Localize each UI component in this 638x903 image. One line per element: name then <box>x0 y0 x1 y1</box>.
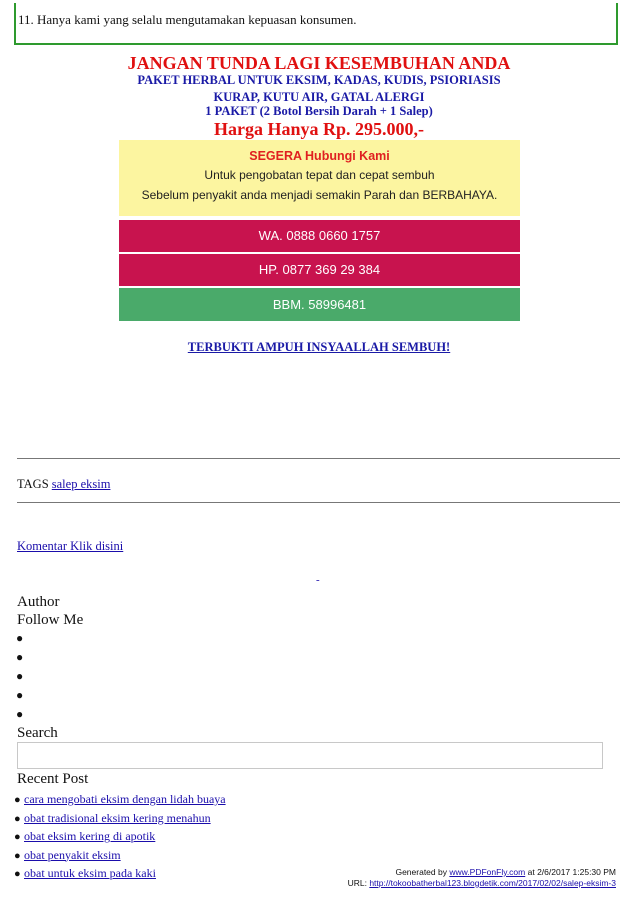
recent-post-link[interactable]: obat eksim kering di apotik <box>24 829 156 843</box>
list-item <box>14 846 226 865</box>
search-heading: Search <box>17 725 58 741</box>
follow-item[interactable]: ● <box>16 688 24 702</box>
list-item <box>14 809 226 828</box>
recent-post-link[interactable]: obat penyakit eksim <box>24 847 121 862</box>
banner-subtext-1: Untuk pengobatan tepat dan cepat sembuh <box>204 168 435 182</box>
recent-post-link[interactable]: obat tradisional eksim kering menahun <box>24 810 211 825</box>
recent-post-list <box>14 790 226 883</box>
promo-headline: JANGAN TUNDA LAGI KESEMBUHAN ANDA <box>127 53 511 73</box>
tags-row <box>17 477 110 492</box>
promo-line-1: PAKET HERBAL UNTUK EKSIM, KADAS, KUDIS, PSIORIASIS <box>137 73 501 87</box>
list-item <box>14 864 226 883</box>
banner-bbm: BBM. 58996481 <box>119 288 520 321</box>
bullet: ● <box>14 868 21 880</box>
url-line <box>348 878 616 889</box>
generated-line <box>348 867 616 878</box>
contact-banner <box>119 140 520 321</box>
follow-me-list <box>16 629 23 724</box>
komentar-link[interactable]: Komentar Klik disini <box>17 539 124 553</box>
follow-item[interactable]: ● <box>16 707 24 721</box>
recent-post-heading: Recent Post <box>17 771 89 787</box>
generated-suffix: at 2/6/2017 1:25:30 PM <box>527 867 616 877</box>
follow-item[interactable]: ● <box>16 631 24 645</box>
banner-yellow-panel <box>119 140 520 216</box>
promo-price: Harga Hanya Rp. 295.000,- <box>213 119 424 139</box>
banner-subtext-2: Sebelum penyakit anda menjadi semakin Parah dan BERBAHAYA. <box>141 188 498 202</box>
promo-line-3: 1 PAKET (2 Botol Bersih Darah + 1 Salep) <box>205 104 433 118</box>
dash-link[interactable]: - <box>316 574 320 586</box>
top-list-item-box <box>14 3 618 45</box>
divider <box>17 502 620 503</box>
bullet: ● <box>14 831 21 843</box>
author-heading: Author <box>17 594 60 610</box>
follow-item[interactable]: ● <box>16 650 24 664</box>
terbukti-link-wrap <box>0 340 638 355</box>
url-label: URL: <box>347 877 367 888</box>
recent-post-link[interactable]: obat untuk eksim pada kaki <box>24 866 156 880</box>
bullet: ● <box>14 812 21 825</box>
recent-post-link[interactable]: cara mengobati eksim dengan lidah buaya <box>24 792 226 806</box>
bullet: ● <box>14 794 21 806</box>
list-item <box>14 827 226 846</box>
follow-me-heading: Follow Me <box>17 612 84 628</box>
promo-line-2: KURAP, KUTU AIR, GATAL ALERGI <box>213 90 425 104</box>
banner-heading: SEGERA Hubungi Kami <box>249 149 390 163</box>
banner-wa: WA. 0888 0660 1757 <box>119 220 520 252</box>
follow-item[interactable]: ● <box>16 669 24 683</box>
tag-link-salep-eksim[interactable]: salep eksim <box>51 477 111 491</box>
divider <box>17 458 620 459</box>
terbukti-link[interactable]: TERBUKTI AMPUH INSYAALLAH SEMBUH! <box>187 340 451 354</box>
pdfonfly-link[interactable]: www.PDFonFly.com <box>449 867 526 877</box>
list-item <box>14 790 226 809</box>
banner-hp: HP. 0877 369 29 384 <box>119 254 520 286</box>
komentar-wrap <box>17 539 123 554</box>
top-list-item: 11. Hanya kami yang selalu mengutamakan kepuasan konsumen. <box>18 12 357 27</box>
bullet: ● <box>14 849 21 862</box>
tags-label: TAGS <box>17 477 49 491</box>
pdf-footer <box>348 867 616 888</box>
search-input[interactable] <box>17 742 603 769</box>
source-url-link[interactable]: http://tokoobatherbal123.blogdetik.com/2017/02/02/salep-eksim-3 <box>369 877 616 888</box>
generated-prefix: Generated by <box>395 867 447 877</box>
